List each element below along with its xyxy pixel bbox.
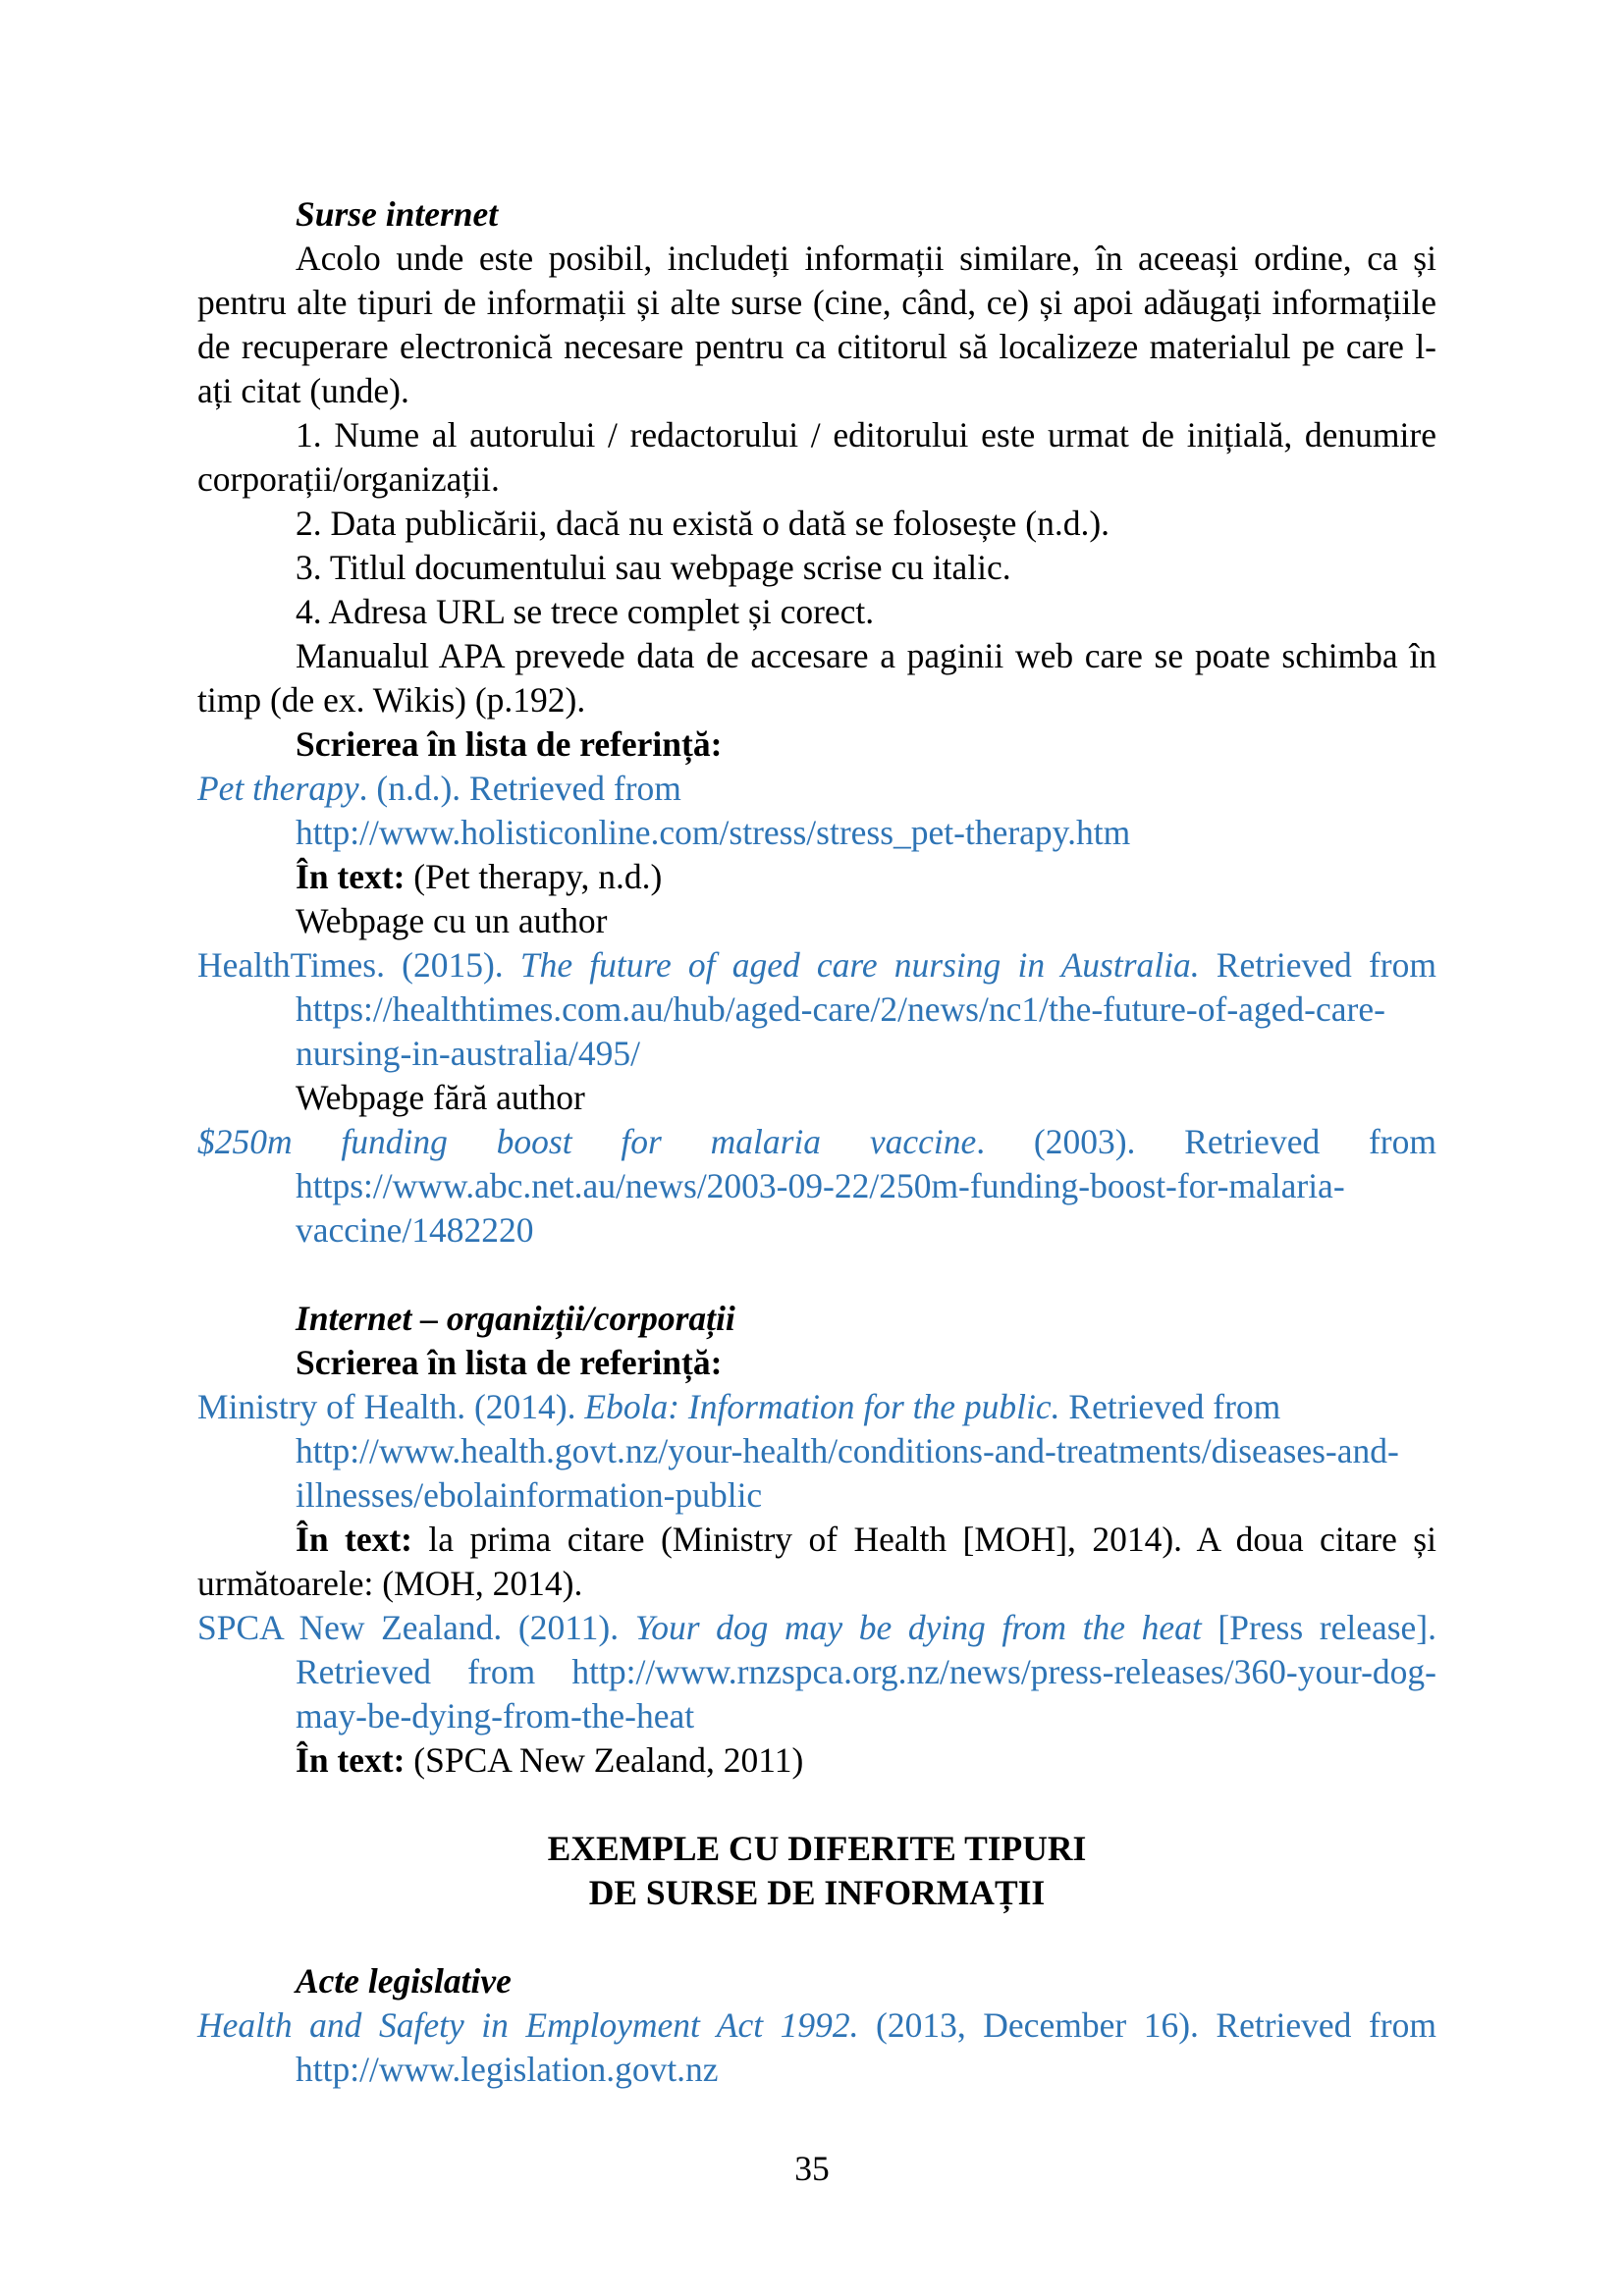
reference-title: $250m funding boost for malaria vaccine xyxy=(197,1122,977,1161)
spacer xyxy=(197,1915,1436,1959)
reference-title: Pet therapy xyxy=(197,769,359,808)
intext-citation xyxy=(197,855,1436,899)
intext-citation xyxy=(197,1518,1436,1606)
spacer xyxy=(197,1253,1436,1297)
list-item-3: 3. Titlul documentului sau webpage scrise cu italic. xyxy=(296,548,1011,587)
reference-details: . (2003). Retrieved from https://www.abc.net.au/news/2003-09-22/250m-funding-boost-for-malaria-vaccine/1482220 xyxy=(296,1122,1436,1250)
reference-details: (2013, December 16). Retrieved from http://www.legislation.govt.nz xyxy=(296,2005,1436,2089)
list-item-1: 1. Nume al autorului / redactorului / editorului este urmat de inițială, denumire corporații/organizații. xyxy=(197,415,1436,499)
section-heading-legislation: Acte legislative xyxy=(296,1961,512,2001)
reference-title: The future of aged care nursing in Australia. xyxy=(519,945,1200,985)
reference-title: Your dog may be dying from the heat xyxy=(634,1608,1202,1647)
subheading-webpage-no-author: Webpage fără author xyxy=(296,1078,585,1117)
page-number: 35 xyxy=(794,2149,830,2188)
reference-entry-legislation xyxy=(197,2003,1436,2092)
intext-citation xyxy=(197,1738,1436,1783)
intro-paragraph: Acolo unde este posibil, includeți informații similare, în aceeași ordine, ca și pentru alte tipuri de informații și alte surse (cine, când, ce) și apoi adăugați informațiile de recuperare electronică necesare pentru ca cititorul să localizeze materialul pe care l-ați citat (unde). xyxy=(197,239,1436,410)
section-title-line-1: EXEMPLE CU DIFERITE TIPURI xyxy=(547,1829,1087,1868)
subheading-webpage-author: Webpage cu un author xyxy=(296,901,608,940)
reference-author: SPCA New Zealand. (2011). xyxy=(197,1608,635,1647)
intext-value: (Pet therapy, n.d.) xyxy=(405,857,663,896)
spacer xyxy=(197,1783,1436,1827)
reference-author: HealthTimes. (2015). xyxy=(197,945,520,985)
reference-title: Ebola: Information for the public. xyxy=(584,1387,1060,1426)
reference-author: Ministry of Health. (2014). xyxy=(197,1387,585,1426)
reference-details: . (n.d.). Retrieved from xyxy=(358,769,681,808)
reference-entry-pet-therapy xyxy=(197,767,1436,855)
reference-list-label: Scrierea în lista de referință: xyxy=(296,724,723,764)
intext-value: la prima citare (Ministry of Health [MOH], 2014). A doua citare și următoarele: (MOH, 2014). xyxy=(197,1520,1436,1603)
reference-list-label: Scrierea în lista de referință: xyxy=(296,1343,723,1382)
reference-title: Health and Safety in Employment Act 1992. xyxy=(197,2005,859,2045)
intext-value: (SPCA New Zealand, 2011) xyxy=(405,1740,804,1780)
document-page xyxy=(197,192,1436,2092)
section-title-line-2: DE SURSE DE INFORMAȚII xyxy=(588,1873,1046,1912)
section-heading-surse-internet: Surse internet xyxy=(296,194,499,234)
reference-entry-spca xyxy=(197,1606,1436,1738)
reference-details: Retrieved from http://www.health.govt.nz/your-health/conditions-and-treatments/diseases-and-illnesses/ebolainformation-public xyxy=(296,1387,1399,1515)
reference-entry-malaria xyxy=(197,1120,1436,1253)
reference-entry-healthtimes xyxy=(197,943,1436,1076)
reference-url[interactable]: http://www.holisticonline.com/stress/stress_pet-therapy.htm xyxy=(296,813,1131,852)
reference-entry-ministry-of-health xyxy=(197,1385,1436,1518)
intext-label: În text: xyxy=(296,857,406,896)
intext-label: În text: xyxy=(296,1740,406,1780)
section-heading-organizations: Internet – organizții/corporații xyxy=(296,1299,735,1338)
reference-details: Retrieved from https://healthtimes.com.au/hub/aged-care/2/news/nc1/the-future-of-aged-care-nursing-in-australia/495/ xyxy=(296,945,1436,1073)
intext-label: În text: xyxy=(296,1520,412,1559)
list-item-2: 2. Data publicării, dacă nu există o dată se folosește (n.d.). xyxy=(296,504,1110,543)
reference-details: [Press release]. Retrieved from http://www.rnzspca.org.nz/news/press-releases/360-your-dog-may-be-dying-from-the-heat xyxy=(296,1608,1436,1735)
apa-note-paragraph: Manualul APA prevede data de accesare a paginii web care se poate schimba în timp (de ex. Wikis) (p.192). xyxy=(197,636,1436,720)
list-item-4: 4. Adresa URL se trece complet și corect. xyxy=(296,592,875,631)
